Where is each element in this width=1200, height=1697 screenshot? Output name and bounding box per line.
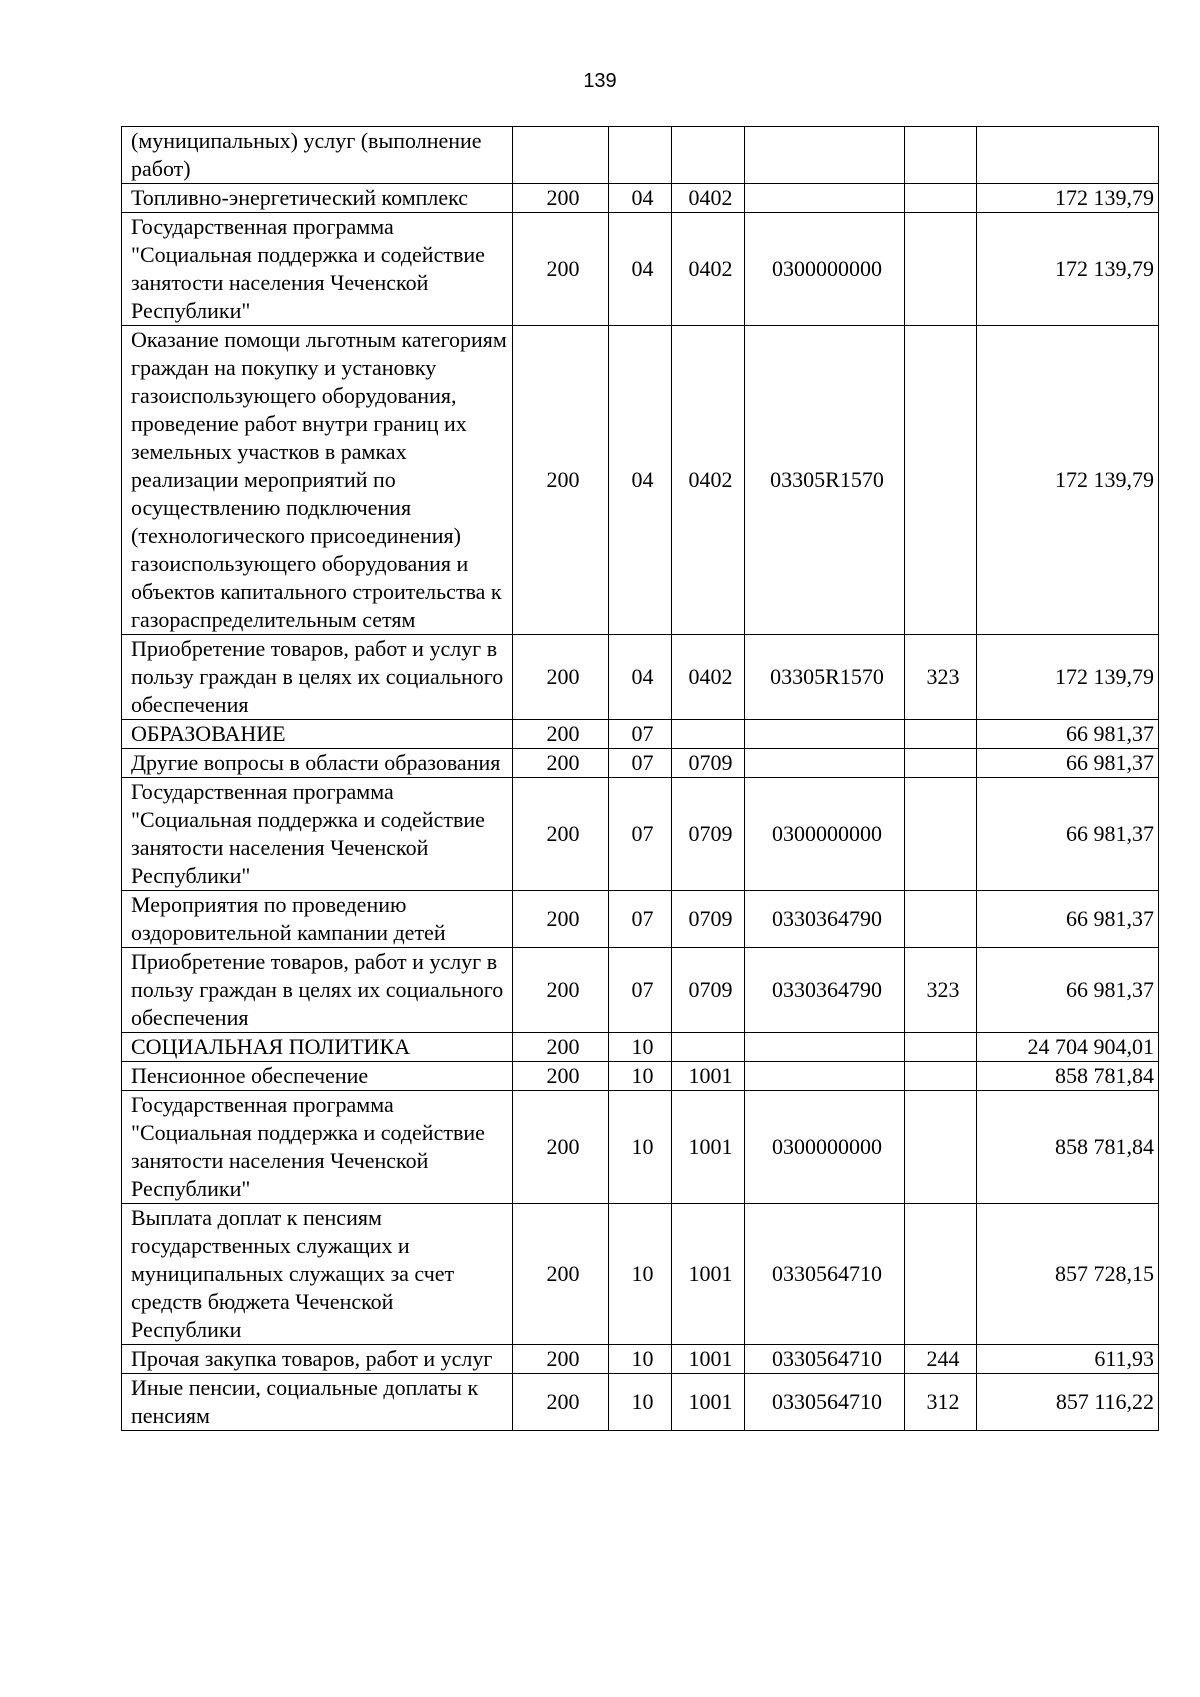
table-row bbox=[122, 1062, 1159, 1091]
expense-type-cell bbox=[905, 778, 977, 891]
table-row bbox=[122, 326, 1159, 635]
admin-code-cell: 200 bbox=[513, 184, 609, 213]
section-code-cell: 10 bbox=[609, 1345, 672, 1374]
row-name-cell: Мероприятия по проведению оздоровительной кампании детей bbox=[122, 891, 513, 948]
row-name-cell: Другие вопросы в области образования bbox=[122, 749, 513, 778]
row-name-cell: Оказание помощи льготным категориям граждан на покупку и установку газоиспользующего оборудования, проведение работ внутри границ их земельных участков в рамках реализации мероприятий по осуществлению подключения (технологического присоединения) газоиспользующего оборудования и объектов капитального строительства к газораспределительным сетям bbox=[122, 326, 513, 635]
table-row bbox=[122, 184, 1159, 213]
expense-type-cell bbox=[905, 1204, 977, 1345]
row-name-cell: Иные пенсии, социальные доплаты к пенсиям bbox=[122, 1374, 513, 1431]
admin-code-cell: 200 bbox=[513, 635, 609, 720]
subsection-code-cell: 0709 bbox=[672, 778, 745, 891]
target-article-cell: 03305R1570 bbox=[745, 635, 905, 720]
expense-type-cell: 244 bbox=[905, 1345, 977, 1374]
amount-cell: 858 781,84 bbox=[977, 1091, 1159, 1204]
admin-code-cell: 200 bbox=[513, 948, 609, 1033]
row-name-cell: Пенсионное обеспечение bbox=[122, 1062, 513, 1091]
section-code-cell: 04 bbox=[609, 184, 672, 213]
section-code-cell: 04 bbox=[609, 326, 672, 635]
admin-code-cell bbox=[513, 127, 609, 184]
subsection-code-cell: 0402 bbox=[672, 635, 745, 720]
row-name-cell: СОЦИАЛЬНАЯ ПОЛИТИКА bbox=[122, 1033, 513, 1062]
subsection-code-cell bbox=[672, 720, 745, 749]
admin-code-cell: 200 bbox=[513, 1062, 609, 1091]
expense-type-cell bbox=[905, 326, 977, 635]
expense-type-cell bbox=[905, 184, 977, 213]
section-code-cell: 04 bbox=[609, 635, 672, 720]
amount-cell: 172 139,79 bbox=[977, 635, 1159, 720]
target-article-cell: 0330364790 bbox=[745, 948, 905, 1033]
subsection-code-cell: 0709 bbox=[672, 948, 745, 1033]
table-row bbox=[122, 1091, 1159, 1204]
subsection-code-cell: 1001 bbox=[672, 1062, 745, 1091]
amount-cell: 66 981,37 bbox=[977, 948, 1159, 1033]
amount-cell: 611,93 bbox=[977, 1345, 1159, 1374]
row-name-cell: Приобретение товаров, работ и услуг в пользу граждан в целях их социального обеспечения bbox=[122, 635, 513, 720]
section-code-cell: 04 bbox=[609, 213, 672, 326]
expense-type-cell bbox=[905, 1062, 977, 1091]
section-code-cell bbox=[609, 127, 672, 184]
admin-code-cell: 200 bbox=[513, 778, 609, 891]
amount-cell: 66 981,37 bbox=[977, 720, 1159, 749]
expense-type-cell bbox=[905, 127, 977, 184]
section-code-cell: 07 bbox=[609, 891, 672, 948]
admin-code-cell: 200 bbox=[513, 1204, 609, 1345]
table-row bbox=[122, 1204, 1159, 1345]
table-row bbox=[122, 127, 1159, 184]
admin-code-cell: 200 bbox=[513, 326, 609, 635]
row-name-cell: Выплата доплат к пенсиям государственных служащих и муниципальных служащих за счет средств бюджета Чеченской Республики bbox=[122, 1204, 513, 1345]
expense-type-cell bbox=[905, 720, 977, 749]
amount-cell: 66 981,37 bbox=[977, 891, 1159, 948]
amount-cell: 172 139,79 bbox=[977, 326, 1159, 635]
table-row bbox=[122, 948, 1159, 1033]
table-row bbox=[122, 1033, 1159, 1062]
section-code-cell: 10 bbox=[609, 1374, 672, 1431]
section-code-cell: 10 bbox=[609, 1091, 672, 1204]
admin-code-cell: 200 bbox=[513, 213, 609, 326]
subsection-code-cell: 1001 bbox=[672, 1345, 745, 1374]
table-row bbox=[122, 213, 1159, 326]
subsection-code-cell bbox=[672, 1033, 745, 1062]
admin-code-cell: 200 bbox=[513, 1345, 609, 1374]
expense-type-cell: 312 bbox=[905, 1374, 977, 1431]
row-name-cell: Государственная программа "Социальная поддержка и содействие занятости населения Чеченской Республики" bbox=[122, 213, 513, 326]
budget-table bbox=[121, 126, 1159, 1431]
table-row bbox=[122, 891, 1159, 948]
page-number: 139 bbox=[583, 70, 617, 92]
table-row bbox=[122, 635, 1159, 720]
target-article-cell: 03305R1570 bbox=[745, 326, 905, 635]
subsection-code-cell: 1001 bbox=[672, 1091, 745, 1204]
expense-type-cell bbox=[905, 1091, 977, 1204]
section-code-cell: 07 bbox=[609, 749, 672, 778]
target-article-cell: 0330564710 bbox=[745, 1345, 905, 1374]
target-article-cell bbox=[745, 1033, 905, 1062]
subsection-code-cell: 0402 bbox=[672, 326, 745, 635]
table-row bbox=[122, 749, 1159, 778]
row-name-cell: Государственная программа "Социальная поддержка и содействие занятости населения Чеченской Республики" bbox=[122, 778, 513, 891]
row-name-cell: Приобретение товаров, работ и услуг в пользу граждан в целях их социального обеспечения bbox=[122, 948, 513, 1033]
row-name-cell: ОБРАЗОВАНИЕ bbox=[122, 720, 513, 749]
row-name-cell: Прочая закупка товаров, работ и услуг bbox=[122, 1345, 513, 1374]
admin-code-cell: 200 bbox=[513, 1374, 609, 1431]
section-code-cell: 10 bbox=[609, 1062, 672, 1091]
amount-cell: 24 704 904,01 bbox=[977, 1033, 1159, 1062]
subsection-code-cell: 0709 bbox=[672, 749, 745, 778]
amount-cell: 857 116,22 bbox=[977, 1374, 1159, 1431]
expense-type-cell bbox=[905, 891, 977, 948]
budget-table-body bbox=[122, 127, 1159, 1431]
amount-cell: 172 139,79 bbox=[977, 213, 1159, 326]
admin-code-cell: 200 bbox=[513, 1033, 609, 1062]
section-code-cell: 10 bbox=[609, 1033, 672, 1062]
expense-type-cell: 323 bbox=[905, 948, 977, 1033]
table-row bbox=[122, 720, 1159, 749]
target-article-cell bbox=[745, 1062, 905, 1091]
amount-cell: 857 728,15 bbox=[977, 1204, 1159, 1345]
row-name-cell: Топливно-энергетический комплекс bbox=[122, 184, 513, 213]
subsection-code-cell: 0709 bbox=[672, 891, 745, 948]
subsection-code-cell: 0402 bbox=[672, 213, 745, 326]
amount-cell: 858 781,84 bbox=[977, 1062, 1159, 1091]
subsection-code-cell: 1001 bbox=[672, 1204, 745, 1345]
subsection-code-cell: 0402 bbox=[672, 184, 745, 213]
expense-type-cell: 323 bbox=[905, 635, 977, 720]
table-row bbox=[122, 1345, 1159, 1374]
target-article-cell: 0330564710 bbox=[745, 1204, 905, 1345]
admin-code-cell: 200 bbox=[513, 749, 609, 778]
row-name-cell: Государственная программа "Социальная поддержка и содействие занятости населения Чеченской Республики" bbox=[122, 1091, 513, 1204]
target-article-cell bbox=[745, 184, 905, 213]
target-article-cell: 0300000000 bbox=[745, 213, 905, 326]
target-article-cell bbox=[745, 127, 905, 184]
amount-cell: 66 981,37 bbox=[977, 778, 1159, 891]
target-article-cell bbox=[745, 720, 905, 749]
subsection-code-cell: 1001 bbox=[672, 1374, 745, 1431]
section-code-cell: 10 bbox=[609, 1204, 672, 1345]
table-row bbox=[122, 778, 1159, 891]
admin-code-cell: 200 bbox=[513, 891, 609, 948]
amount-cell bbox=[977, 127, 1159, 184]
target-article-cell: 0330364790 bbox=[745, 891, 905, 948]
amount-cell: 172 139,79 bbox=[977, 184, 1159, 213]
target-article-cell bbox=[745, 749, 905, 778]
expense-type-cell bbox=[905, 1033, 977, 1062]
target-article-cell: 0330564710 bbox=[745, 1374, 905, 1431]
amount-cell: 66 981,37 bbox=[977, 749, 1159, 778]
admin-code-cell: 200 bbox=[513, 1091, 609, 1204]
target-article-cell: 0300000000 bbox=[745, 778, 905, 891]
section-code-cell: 07 bbox=[609, 778, 672, 891]
table-row bbox=[122, 1374, 1159, 1431]
row-name-cell: (муниципальных) услуг (выполнение работ) bbox=[122, 127, 513, 184]
section-code-cell: 07 bbox=[609, 720, 672, 749]
expense-type-cell bbox=[905, 213, 977, 326]
expense-type-cell bbox=[905, 749, 977, 778]
admin-code-cell: 200 bbox=[513, 720, 609, 749]
subsection-code-cell bbox=[672, 127, 745, 184]
section-code-cell: 07 bbox=[609, 948, 672, 1033]
target-article-cell: 0300000000 bbox=[745, 1091, 905, 1204]
